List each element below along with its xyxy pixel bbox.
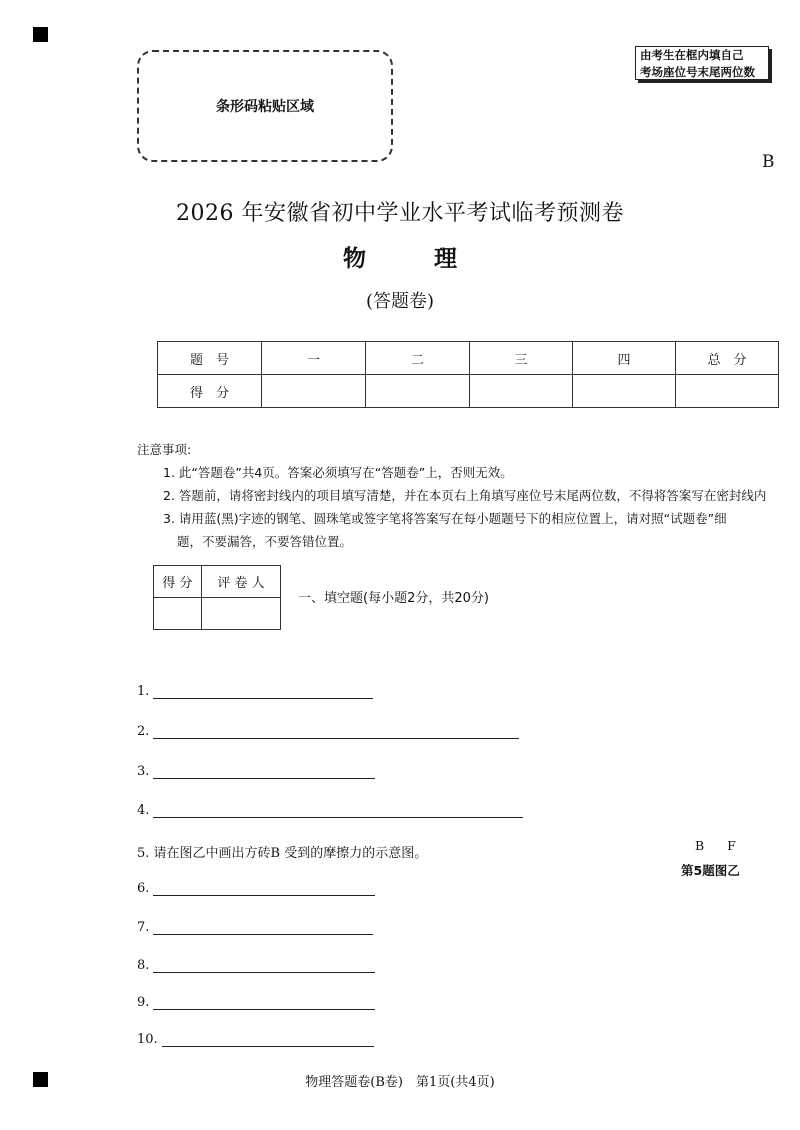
question-number: 2.: [137, 724, 150, 739]
notice-item-2: 2. 答题前，请将密封线内的项目填写清楚，并在本页右上角填写座位号末尾两位数，不得将答案写在密封线内: [163, 488, 767, 503]
answer-line-2[interactable]: [153, 724, 519, 739]
paper-type-label: (答题卷): [365, 291, 435, 312]
answer-line-6[interactable]: [153, 881, 375, 896]
answer-line-8[interactable]: [153, 958, 375, 973]
question-9: [137, 995, 375, 1010]
notice-section: [137, 438, 766, 553]
notice-item-1: 1. 此“答题卷”共4页。答案必须填写在“答题卷”上，否则无效。: [163, 465, 513, 480]
notice-item-3: 3. 请用蓝(黑)字迹的钢笔、圆珠笔或签字笔将答案写在每小题题号下的相应位置上，请对照“试题卷”细: [163, 511, 727, 526]
score-table-value-row: [158, 375, 779, 408]
question-number: 4.: [137, 803, 150, 818]
score-header-cell: 二: [366, 342, 470, 375]
score-table-header-row: [158, 342, 779, 375]
question-number: 3.: [137, 764, 150, 779]
answer-line-10[interactable]: [162, 1032, 374, 1047]
score-cell-1[interactable]: [262, 375, 366, 408]
seat-number-note-box: [635, 46, 769, 80]
question-8: [137, 958, 375, 973]
subject-char-1: 物: [343, 245, 366, 272]
question-2: [137, 724, 519, 739]
score-header-cell: 题 号: [158, 342, 262, 375]
grader-score-label: 得 分: [154, 566, 202, 598]
question-6: [137, 881, 375, 896]
seat-note-line2: 考场座位号末尾两位数: [640, 65, 755, 79]
question-number: 7.: [137, 920, 150, 935]
grader-score-cell[interactable]: [154, 598, 202, 630]
question-number: 1.: [137, 684, 150, 699]
seat-note-line1: 由考生在框内填自己: [640, 48, 744, 62]
barcode-area-label: 条形码粘贴区域: [216, 99, 314, 115]
question-number: 10.: [137, 1032, 158, 1047]
score-header-cell: 总 分: [676, 342, 779, 375]
question-number: 6.: [137, 881, 150, 896]
question-number: 8.: [137, 958, 150, 973]
barcode-paste-area: [137, 50, 393, 162]
score-header-cell: 四: [573, 342, 676, 375]
score-row-label: 得 分: [158, 375, 262, 408]
question-1: [137, 684, 373, 699]
score-summary-table: [157, 341, 779, 408]
question-number: 9.: [137, 995, 150, 1010]
score-cell-2[interactable]: [366, 375, 470, 408]
grader-table: [153, 565, 281, 630]
score-header-cell: 三: [470, 342, 573, 375]
question-10: [137, 1032, 374, 1047]
score-cell-3[interactable]: [470, 375, 573, 408]
answer-line-4[interactable]: [153, 803, 523, 818]
figure-labels: [695, 838, 736, 853]
grader-name-label: 评 卷 人: [202, 566, 281, 598]
answer-line-1[interactable]: [153, 684, 373, 699]
answer-line-7[interactable]: [153, 920, 373, 935]
exam-title: 2026 年安徽省初中学业水平考试临考预测卷: [176, 201, 624, 226]
figure-label-b: B: [695, 838, 705, 853]
question-4: [137, 803, 523, 818]
page-footer: 物理答题卷(B卷) 第1页(共4页): [305, 1075, 495, 1090]
registration-mark-top-left: [33, 27, 48, 42]
subject-title: [0, 240, 800, 273]
version-letter: B: [762, 152, 775, 172]
notice-heading: 注意事项:: [137, 442, 192, 457]
figure-caption: 第5题图乙: [681, 863, 740, 878]
section-one-heading: 一、填空题(每小题2分，共20分): [298, 591, 489, 606]
question-3: [137, 764, 375, 779]
score-cell-4[interactable]: [573, 375, 676, 408]
figure-label-f: F: [727, 838, 736, 853]
subject-char-2: 理: [434, 245, 457, 272]
answer-line-3[interactable]: [153, 764, 375, 779]
question-5-text: 5. 请在图乙中画出方砖B 受到的摩擦力的示意图。: [137, 846, 428, 861]
score-header-cell: 一: [262, 342, 366, 375]
answer-line-9[interactable]: [153, 995, 375, 1010]
notice-item-3-continued: 题，不要漏答，不要答错位置。: [177, 534, 353, 549]
score-cell-total[interactable]: [676, 375, 779, 408]
grader-name-cell[interactable]: [202, 598, 281, 630]
question-7: [137, 920, 373, 935]
